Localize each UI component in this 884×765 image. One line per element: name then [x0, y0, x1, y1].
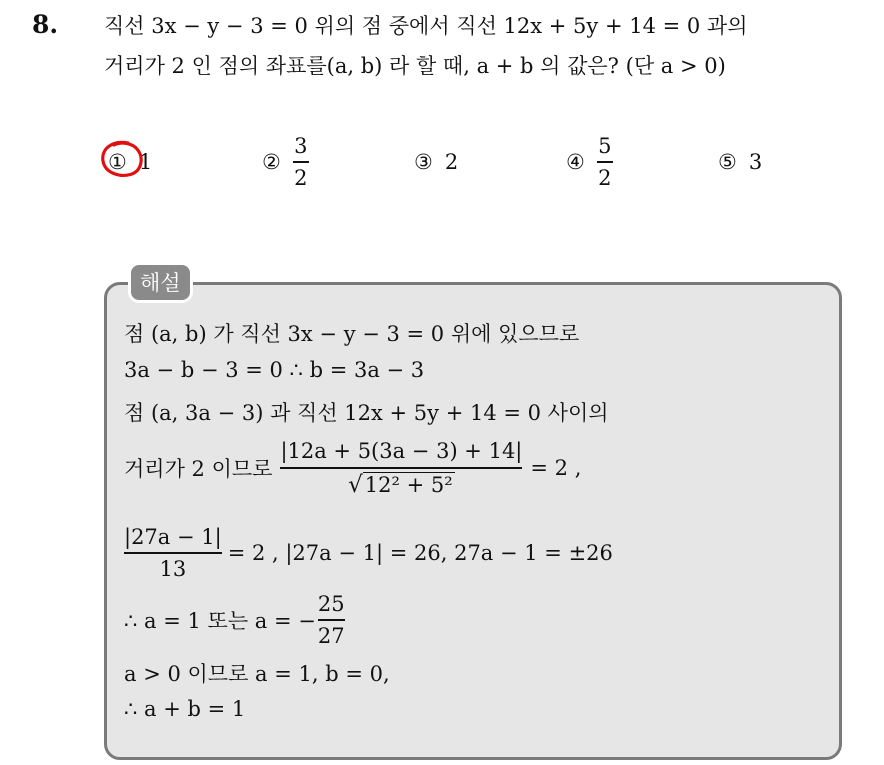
choice-1-value: 1 — [138, 150, 153, 174]
solution-line-5 — [124, 523, 613, 583]
abs-denominator: 13 — [159, 556, 187, 581]
choice-2[interactable] — [262, 130, 309, 194]
choice-4[interactable] — [566, 130, 613, 194]
solution-line-2: 3a − b − 3 = 0 ∴ b = 3a − 3 — [124, 358, 425, 382]
solution-line-1: 점 (a, b) 가 직선 3x − y − 3 = 0 위에 있으므로 — [124, 322, 580, 346]
abs-numerator: |27a − 1| — [124, 525, 222, 550]
choice-3-value: 2 — [444, 150, 459, 174]
a-value-fraction — [318, 592, 345, 648]
choice-2-denominator: 2 — [294, 165, 308, 190]
distance-denominator: 12² + 5² — [364, 472, 453, 497]
fraction-bar — [318, 619, 345, 621]
solution-tag: 해설 — [128, 262, 193, 303]
solution-line-4-prefix: 거리가 2 이므로 — [124, 457, 273, 481]
solution-box — [104, 282, 842, 760]
solution-line-6-prefix: ∴ a = 1 또는 a = − — [124, 609, 316, 633]
solution-line-4-suffix: = 2 , — [530, 456, 582, 480]
a-value-numerator: 25 — [317, 592, 345, 617]
fraction-bar — [293, 161, 309, 163]
choice-2-fraction — [293, 135, 309, 189]
choice-5-marker: ⑤ — [718, 150, 737, 174]
fraction-bar — [124, 552, 222, 554]
a-value-denominator: 27 — [317, 623, 345, 648]
question-text-line-2: 거리가 2 인 점의 좌표를(a, b) 라 할 때, a + b 의 값은? (단 a > 0) — [104, 54, 726, 78]
choice-4-fraction — [597, 135, 613, 189]
question-text-line-1: 직선 3x − y − 3 = 0 위의 점 중에서 직선 12x + 5y + 14 = 0 과의 — [104, 14, 748, 38]
choice-1[interactable] — [108, 130, 152, 194]
choice-4-denominator: 2 — [598, 165, 612, 190]
fraction-bar — [280, 467, 522, 469]
choice-4-marker: ④ — [566, 150, 585, 174]
answer-choices — [0, 130, 884, 200]
choice-5[interactable] — [718, 130, 762, 194]
solution-line-4 — [124, 436, 581, 500]
choice-1-marker: ① — [108, 150, 127, 174]
distance-numerator: |12a + 5(3a − 3) + 14| — [280, 439, 523, 464]
solution-line-6 — [124, 590, 351, 650]
choice-2-numerator: 3 — [294, 134, 308, 159]
choice-4-numerator: 5 — [598, 134, 612, 159]
problem-number: 8. — [32, 10, 59, 39]
sqrt-expression — [348, 472, 455, 498]
choice-2-marker: ② — [262, 150, 281, 174]
abs-fraction — [124, 525, 222, 581]
sqrt-icon: √ — [348, 471, 363, 498]
solution-line-5-suffix: = 2 , |27a − 1| = 26, 27a − 1 = ±26 — [227, 541, 613, 565]
fraction-bar — [597, 161, 613, 163]
choice-3-marker: ③ — [414, 150, 433, 174]
solution-line-8: ∴ a + b = 1 — [124, 697, 246, 721]
solution-line-7: a > 0 이므로 a = 1, b = 0, — [124, 662, 390, 686]
solution-line-3: 점 (a, 3a − 3) 과 직선 12x + 5y + 14 = 0 사이의 — [124, 401, 609, 425]
distance-fraction — [280, 438, 522, 498]
choice-5-value: 3 — [748, 150, 763, 174]
choice-3[interactable] — [414, 130, 458, 194]
